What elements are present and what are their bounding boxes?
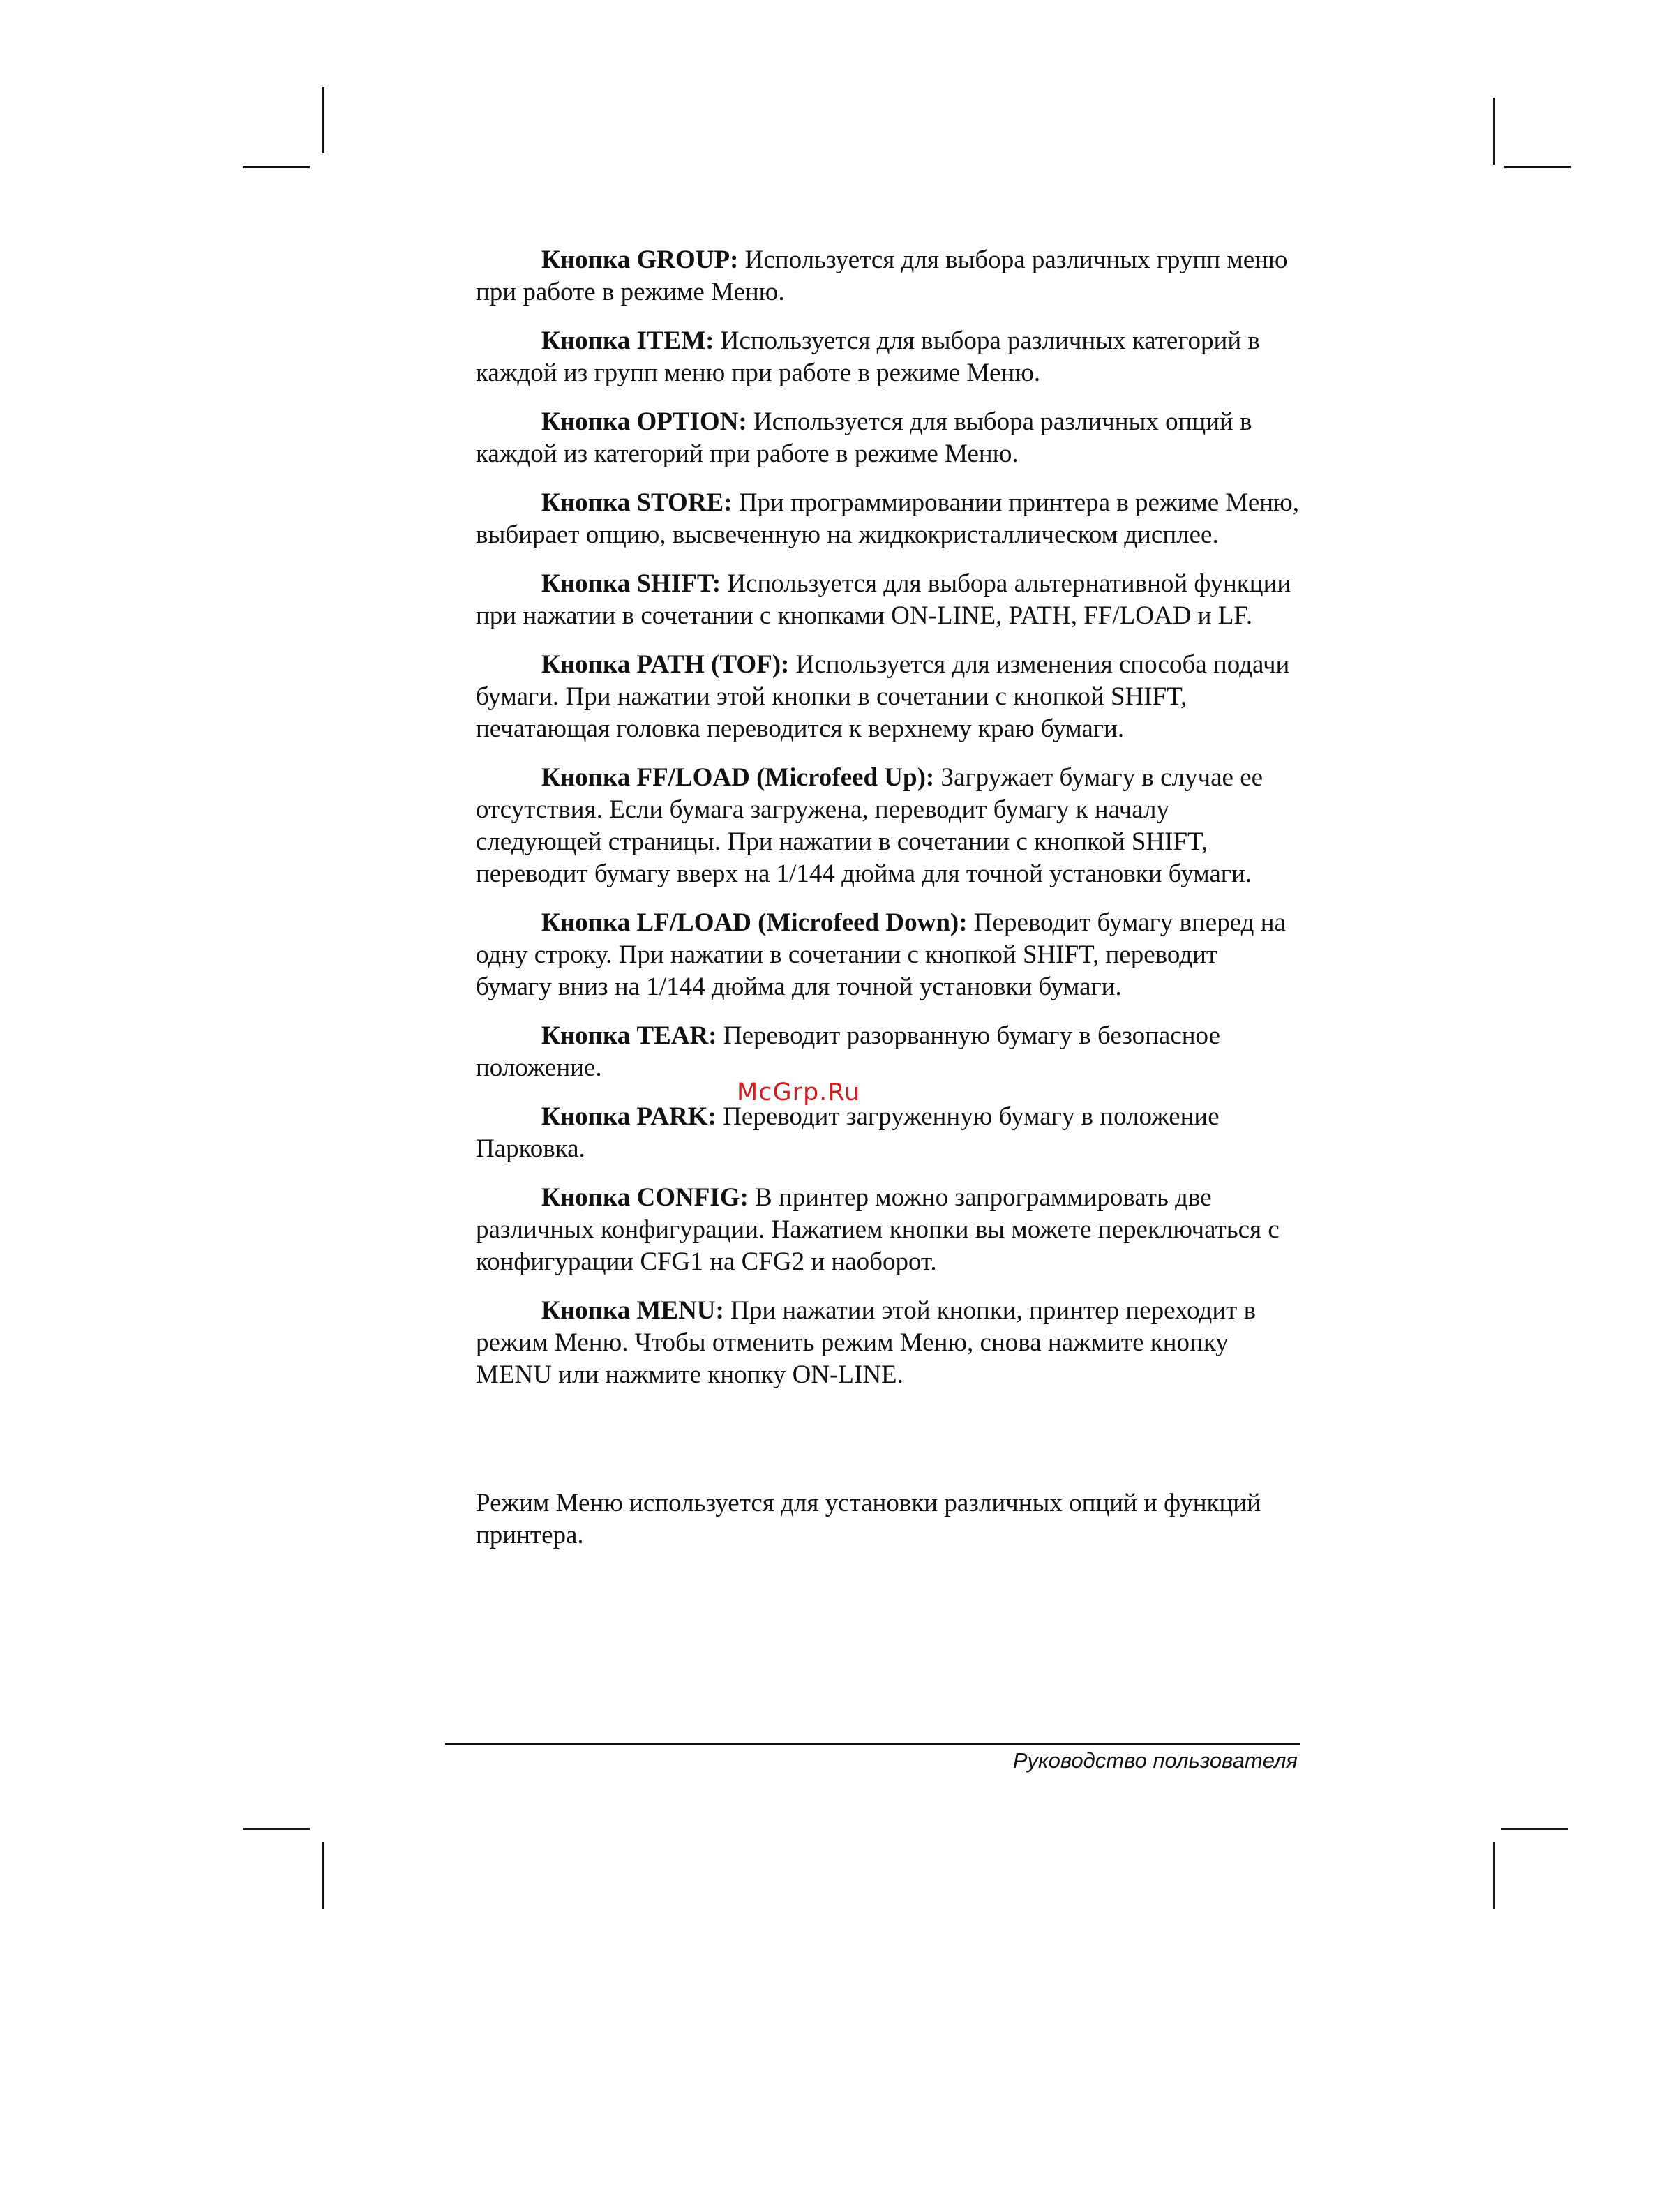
button-term: Кнопка CONFIG:: [541, 1183, 749, 1212]
button-text: Переводит бумагу вперед на одну строку. При нажатии в сочетании с кнопкой SHIFT, переводит бумагу вниз на 1/144 дюйма для точной установки бумаги.: [476, 908, 1286, 1001]
crop-mark-bottom-right-vertical: [1493, 1842, 1495, 1909]
button-description: [476, 244, 1299, 308]
button-text: Переводит загруженную бумагу в положение Парковка.: [476, 1102, 1220, 1163]
button-text: Переводит разорванную бумагу в безопасное положение.: [476, 1021, 1220, 1082]
button-term: Кнопка TEAR:: [541, 1021, 717, 1050]
button-text: Загружает бумагу в случае ее отсутствия. Если бумага загружена, переводит бумагу к началу следующей страницы. При нажатии в сочетании с кнопкой SHIFT, переводит бумагу вверх на 1/144 дюйма для точной установки бумаги.: [476, 763, 1263, 888]
watermark: McGrp.Ru: [737, 1079, 861, 1106]
button-text: При нажатии этой кнопки, принтер переходит в режим Меню. Чтобы отменить режим Меню, снова нажмите кнопку MENU или нажмите кнопку ON-LINE.: [476, 1296, 1257, 1389]
button-term: Кнопка ITEM:: [541, 326, 714, 355]
button-description: [476, 907, 1299, 1003]
button-description: [476, 568, 1299, 632]
button-text: Используется для выбора различных категорий в каждой из групп меню при работе в режиме Меню.: [476, 326, 1260, 387]
button-term: Кнопка SHIFT:: [541, 569, 721, 598]
button-description: [476, 1020, 1299, 1084]
button-term: Кнопка PARK:: [541, 1102, 717, 1131]
button-description: [476, 1295, 1299, 1391]
button-text: Используется для изменения способа подачи бумаги. При нажатии этой кнопки в сочетании с кнопкой SHIFT, печатающая головка переводится к верхнему краю бумаги.: [476, 650, 1290, 743]
button-term: Кнопка FF/LOAD (Microfeed Up):: [541, 763, 935, 792]
button-description: [476, 325, 1299, 389]
button-description: [476, 1182, 1299, 1278]
footer-title: Руководство пользователя: [1012, 1748, 1298, 1773]
crop-mark-top-left-vertical: [322, 87, 324, 153]
button-term: Кнопка GROUP:: [541, 246, 739, 274]
button-text: Используется для выбора различных групп меню при работе в режиме Меню.: [476, 246, 1288, 306]
crop-mark-bottom-right-horizontal: [1501, 1828, 1568, 1830]
page-body: [476, 244, 1299, 1552]
crop-mark-top-right-horizontal: [1504, 166, 1571, 168]
button-description: [476, 762, 1299, 890]
button-description: [476, 649, 1299, 745]
crop-mark-top-left-horizontal: [243, 166, 310, 168]
footer-divider: [445, 1743, 1300, 1745]
button-text: В принтер можно запрограммировать две различных конфигурации. Нажатием кнопки вы можете переключаться с конфигурации CFG1 на CFG2 и наоборот.: [476, 1183, 1280, 1276]
button-text: При программировании принтера в режиме Меню, выбирает опцию, высвеченную на жидкокристаллическом дисплее.: [476, 488, 1299, 549]
button-description: [476, 487, 1299, 551]
button-term: Кнопка PATH (TOF):: [541, 650, 790, 679]
crop-mark-top-right-vertical: [1493, 98, 1495, 165]
button-term: Кнопка MENU:: [541, 1296, 724, 1325]
crop-mark-bottom-left-horizontal: [243, 1828, 310, 1830]
button-text: Используется для выбора различных опций в каждой из категорий при работе в режиме Меню.: [476, 407, 1252, 468]
button-term: Кнопка LF/LOAD (Microfeed Down):: [541, 908, 968, 937]
crop-mark-bottom-left-vertical: [322, 1842, 324, 1909]
menu-mode-paragraph: Режим Меню используется для установки различных опций и функций принтера.: [476, 1489, 1261, 1549]
button-description: [476, 1101, 1299, 1165]
button-term: Кнопка OPTION:: [541, 407, 747, 436]
button-description: [476, 406, 1299, 470]
button-text: Используется для выбора альтернативной функции при нажатии в сочетании с кнопками ON-LINE, PATH, FF/LOAD и LF.: [476, 569, 1291, 630]
button-term: Кнопка STORE:: [541, 488, 733, 517]
